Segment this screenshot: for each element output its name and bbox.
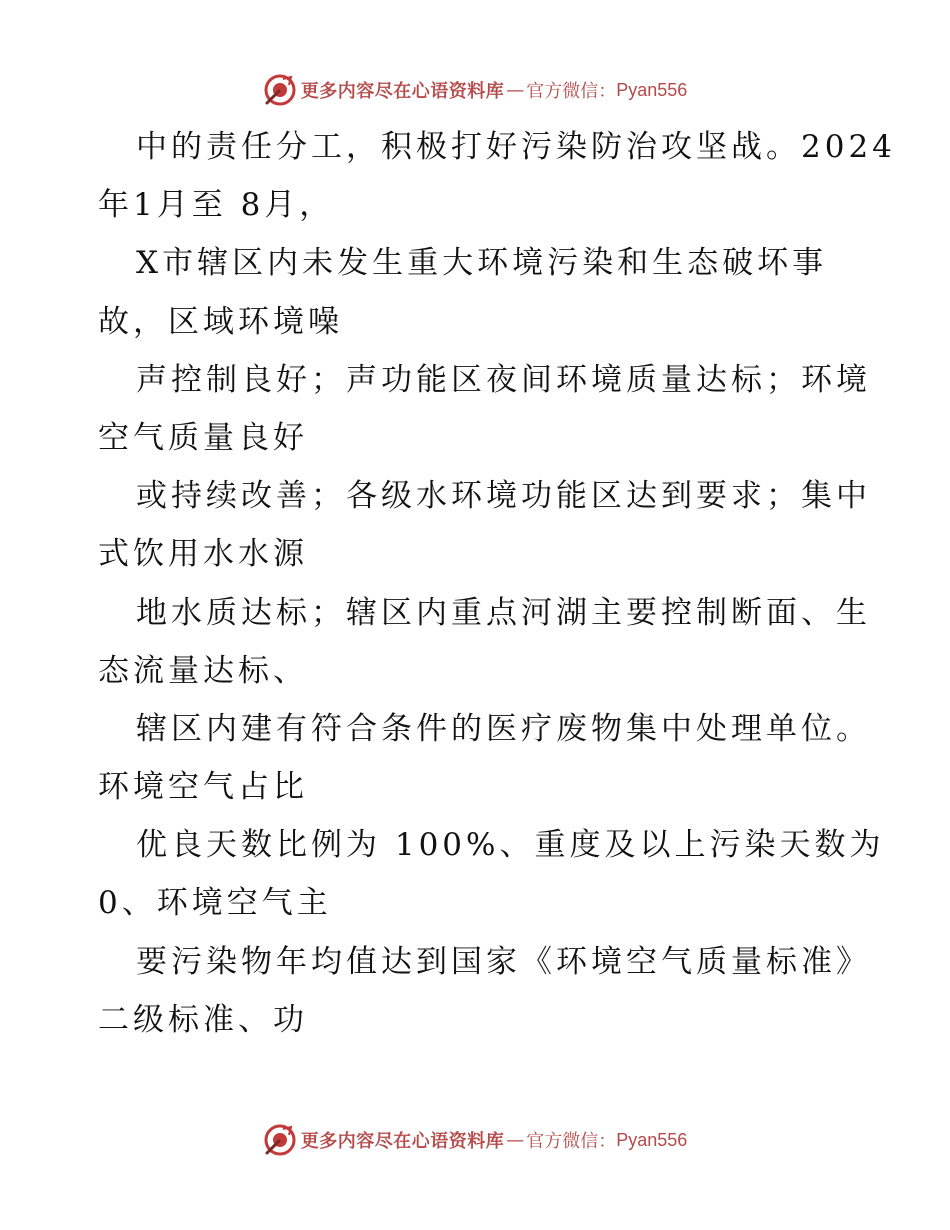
paragraph-line: 态流量达标、 (98, 652, 308, 689)
footer-banner (0, 1122, 950, 1158)
paragraph-line: 要污染物年均值达到国家《环境空气质量标准》 (136, 943, 871, 980)
paragraph-line: 优良天数比例为 100%、重度及以上污染天数为 (136, 827, 885, 864)
banner-separator: — (506, 1129, 525, 1151)
banner-contact-id: Pyan556 (616, 1129, 688, 1150)
paragraph-line: 或持续改善；各级水环境功能区达到要求；集中 (136, 478, 871, 515)
paragraph-line: 式饮用水水源 (98, 536, 308, 573)
banner-contact-label: 官方微信： (526, 1131, 617, 1152)
paragraph-line: 二级标准、功 (98, 1001, 308, 1038)
header-banner (0, 72, 950, 108)
brand-logo-icon (263, 73, 297, 107)
paragraph-line: 辖区内建有符合条件的医疗废物集中处理单位。 (136, 710, 871, 747)
banner-title: 更多内容尽在心语资料库 (300, 81, 505, 102)
banner-contact-id: Pyan556 (616, 79, 688, 100)
paragraph-line: 0、环境空气主 (98, 885, 332, 922)
paragraph-line: 地水质达标；辖区内重点河湖主要控制断面、生 (136, 594, 871, 631)
paragraph-line: 中的责任分工，积极打好污染防治攻坚战。2024 (136, 129, 896, 165)
banner-title: 更多内容尽在心语资料库 (300, 1131, 505, 1152)
paragraph-line: 年1月至 8月， (98, 187, 335, 224)
paragraph-line: 环境空气占比 (98, 769, 308, 806)
brand-logo-icon (263, 1123, 297, 1157)
paragraph-line: 空气质量良好 (98, 419, 308, 456)
paragraph-line: X市辖区内未发生重大环境污染和生态破坏事 (136, 245, 828, 282)
banner-contact-label: 官方微信： (526, 81, 617, 102)
banner-separator: — (506, 79, 525, 101)
document-body (98, 118, 896, 1049)
paragraph-line: 声控制良好；声功能区夜间环境质量达标；环境 (136, 361, 871, 398)
paragraph-line: 故，区域环境噪 (98, 303, 343, 340)
